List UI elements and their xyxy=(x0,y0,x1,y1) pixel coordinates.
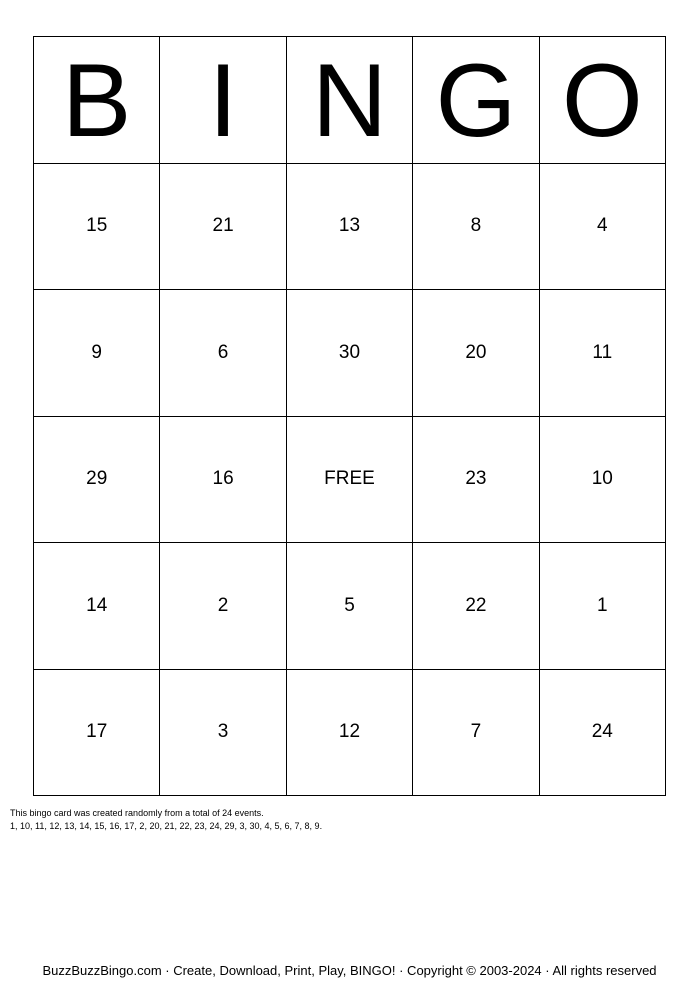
footer-copyright: BuzzBuzzBingo.com · Create, Download, Print, Play, BINGO! · Copyright © 2003-2024 · All rights reserved xyxy=(42,963,657,978)
bingo-cell: 7 xyxy=(413,670,539,797)
bingo-cell: 20 xyxy=(413,290,539,417)
bingo-cell: 29 xyxy=(34,417,160,544)
bingo-cell: 3 xyxy=(160,670,286,797)
bingo-cell: 14 xyxy=(34,543,160,670)
bingo-cell: 12 xyxy=(287,670,413,797)
generation-note-event-list: 1, 10, 11, 12, 13, 14, 15, 16, 17, 2, 20, 21, 22, 23, 24, 29, 3, 30, 4, 5, 6, 7, 8, 9. xyxy=(10,821,323,831)
bingo-cell: 9 xyxy=(34,290,160,417)
bingo-cell: 4 xyxy=(540,164,666,291)
bingo-cell: 13 xyxy=(287,164,413,291)
bingo-cell: 6 xyxy=(160,290,286,417)
bingo-card xyxy=(33,36,666,796)
bingo-cell: 24 xyxy=(540,670,666,797)
bingo-cell: 15 xyxy=(34,164,160,291)
bingo-cell: 8 xyxy=(413,164,539,291)
bingo-cell: 2 xyxy=(160,543,286,670)
header-letter-b: B xyxy=(34,37,160,164)
generation-note-summary: This bingo card was created randomly from a total of 24 events. xyxy=(10,808,264,818)
header-letter-o: O xyxy=(540,37,666,164)
header-letter-g: G xyxy=(413,37,539,164)
bingo-cell: 23 xyxy=(413,417,539,544)
bingo-cell: 5 xyxy=(287,543,413,670)
generation-note xyxy=(10,807,322,833)
bingo-cell: 22 xyxy=(413,543,539,670)
free-space-cell: FREE xyxy=(287,417,413,544)
header-letter-i: I xyxy=(160,37,286,164)
bingo-cell: 10 xyxy=(540,417,666,544)
bingo-cell: 17 xyxy=(34,670,160,797)
bingo-cell: 1 xyxy=(540,543,666,670)
bingo-cell: 21 xyxy=(160,164,286,291)
header-letter-n: N xyxy=(287,37,413,164)
bingo-cell: 30 xyxy=(287,290,413,417)
bingo-cell: 11 xyxy=(540,290,666,417)
bingo-cell: 16 xyxy=(160,417,286,544)
